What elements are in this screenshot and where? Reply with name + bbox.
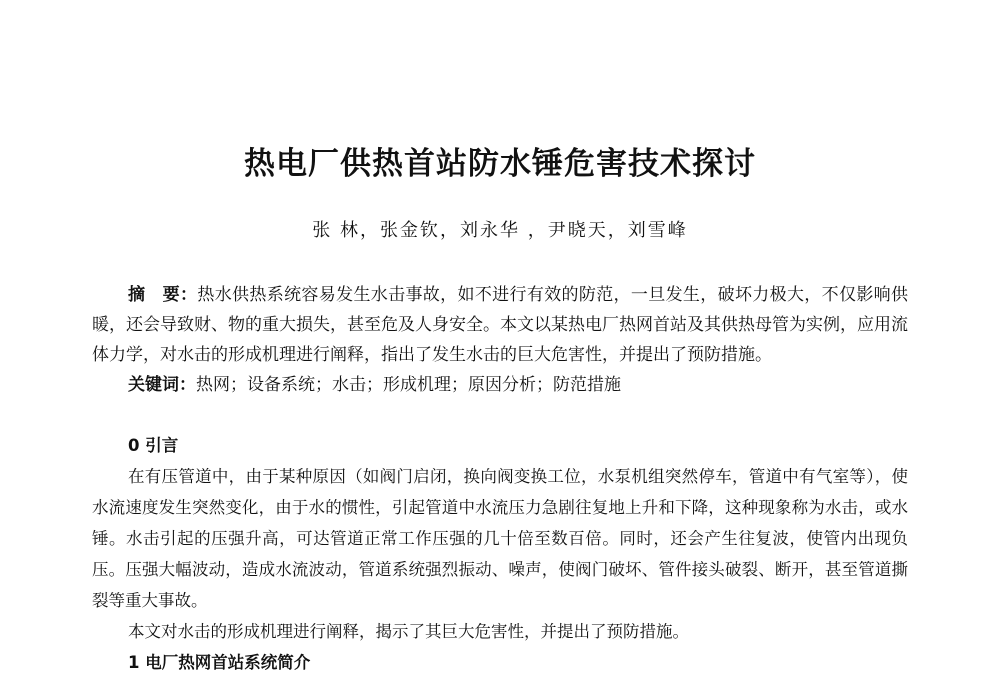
abstract-text: 热水供热系统容易发生水击事故，如不进行有效的防范，一旦发生，破坏力极大，不仅影响供暖，还会导致财、物的重大损失，甚至危及人身安全。本文以某热电厂热网首站及其供热母管为实例，应用流体力学，对水击的形成机理进行阐释，指出了发生水击的巨大危害性，并提出了预防措施。	[92, 285, 909, 365]
body-section	[92, 430, 908, 678]
keywords-text: 热网；设备系统；水击；形成机理；原因分析；防范措施	[196, 375, 621, 395]
abstract-paragraph	[92, 280, 908, 370]
body-paragraph: 本文对水击的形成机理进行阐释，揭示了其巨大危害性，并提出了预防措施。	[128, 622, 689, 641]
abstract-section	[92, 280, 908, 400]
paper-title: 热电厂供热首站防水锤危害技术探讨	[244, 146, 756, 182]
keywords-paragraph	[92, 370, 908, 400]
body-paragraph: 在有压管道中，由于某种原因（如阀门启闭，换向阀变换工位，水泵机组突然停车，管道中有气室等），使水流速度发生突然变化，由于水的惯性，引起管道中水流压力急剧往复地上升和下降，这种现象称为水击，或水锤。水击引起的压强升高，可达管道正常工作压强的几十倍至数百倍。同时，还会产生往复波，使管内出现负压。压强大幅波动，造成水流波动，管道系统强烈振动、噪声，使阀门破坏、管件接头破裂、断开，甚至管道撕裂等重大事故。	[92, 467, 908, 610]
section-heading-system-overview: 1 电厂热网首站系统简介	[128, 653, 311, 672]
keywords-label: 关键词：	[128, 375, 196, 395]
section-heading-introduction: 0 引言	[128, 436, 179, 455]
author-list: 张 林，张金钦，刘永华 ，尹晓天，刘雪峰	[312, 220, 688, 241]
abstract-label: 摘 要：	[128, 285, 198, 305]
